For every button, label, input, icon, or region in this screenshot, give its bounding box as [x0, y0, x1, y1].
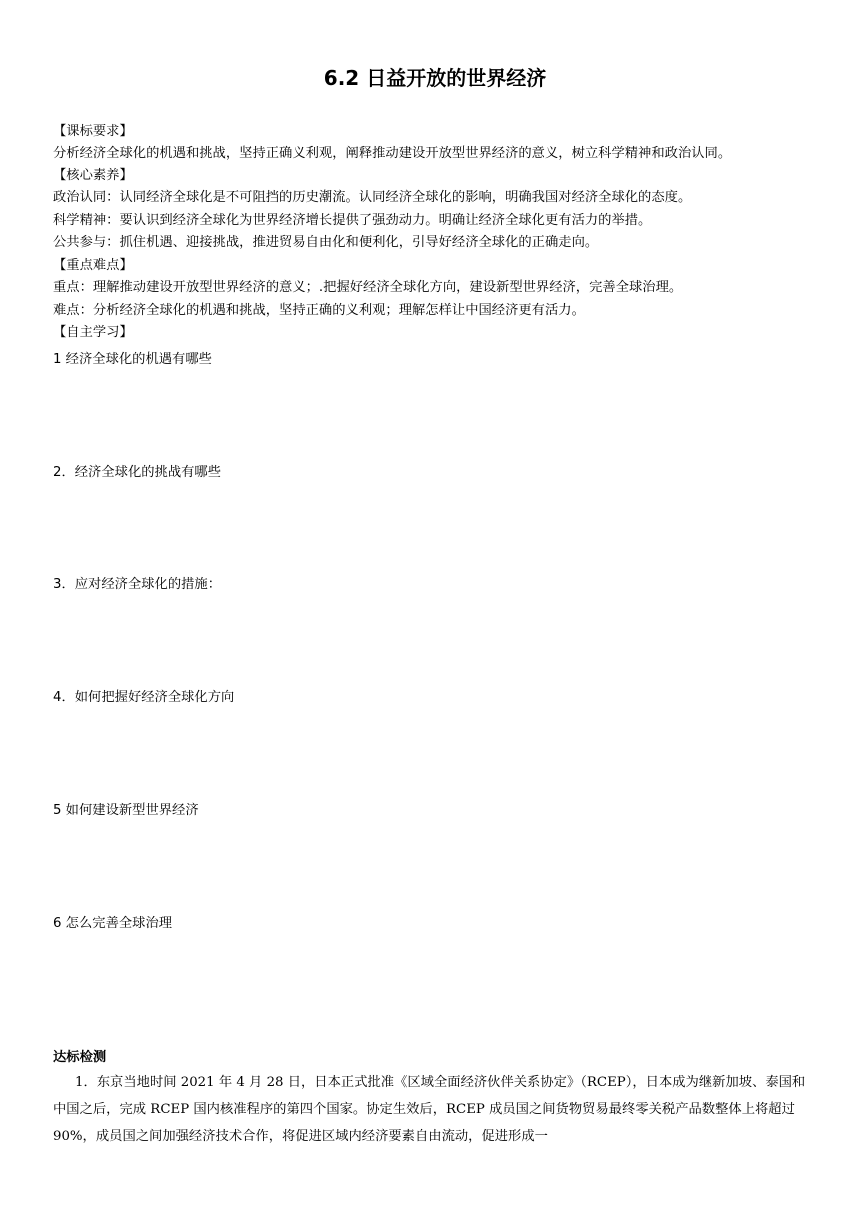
- difficult-point: 难点：分析经济全球化的机遇和挑战，坚持正确的义利观；理解怎样让中国经济更有活力。: [53, 303, 585, 318]
- test-item-1: 1．东京当地时间 2021 年 4 月 28 日，日本正式批准《区域全面经济伙伴关系协定》（RCEP），日本成为继新加坡、泰国和中国之后，完成 RCEP 国内核准程序的第四个国家。协定生效后，RCEP 成员国之间货物贸易最终零关税产品数整体上将超过 90%，成员国之间加强经济技术合作，将促进区域内经济要素自由流动，促进形成一: [53, 1075, 806, 1144]
- key-header: 【重点难点】: [53, 258, 133, 273]
- test-header: 达标检测: [53, 1050, 107, 1065]
- question-5: 5 如何建设新型世界经济: [53, 803, 199, 818]
- literacy-political: 政治认同：认同经济全球化是不可阻挡的历史潮流。认同经济全球化的影响，明确我国对经济全球化的态度。: [53, 190, 692, 205]
- self-study-header: 【自主学习】: [53, 325, 133, 340]
- question-1: 1 经济全球化的机遇有哪些: [53, 352, 212, 367]
- page-title: 6.2 日益开放的世界经济: [323, 66, 547, 90]
- question-4: 4．如何把握好经济全球化方向: [53, 690, 235, 705]
- literacy-header: 【核心素养】: [53, 168, 133, 183]
- question-6: 6 怎么完善全球治理: [53, 916, 173, 931]
- curriculum-header: 【课标要求】: [53, 124, 133, 139]
- literacy-science: 科学精神：要认识到经济全球化为世界经济增长提供了强劲动力。明确让经济全球化更有活力的举措。: [53, 213, 652, 228]
- curriculum-text: 分析经济全球化的机遇和挑战，坚持正确义利观，阐释推动建设开放型世界经济的意义，树立科学精神和政治认同。: [53, 146, 732, 161]
- key-point: 重点：理解推动建设开放型世界经济的意义；.把握好经济全球化方向，建设新型世界经济，完善全球治理。: [53, 280, 683, 295]
- literacy-public: 公共参与：抓住机遇、迎接挑战，推进贸易自由化和便利化，引导好经济全球化的正确走向。: [53, 235, 599, 250]
- question-3: 3．应对经济全球化的措施：: [53, 577, 222, 592]
- question-2: 2．经济全球化的挑战有哪些: [53, 465, 222, 480]
